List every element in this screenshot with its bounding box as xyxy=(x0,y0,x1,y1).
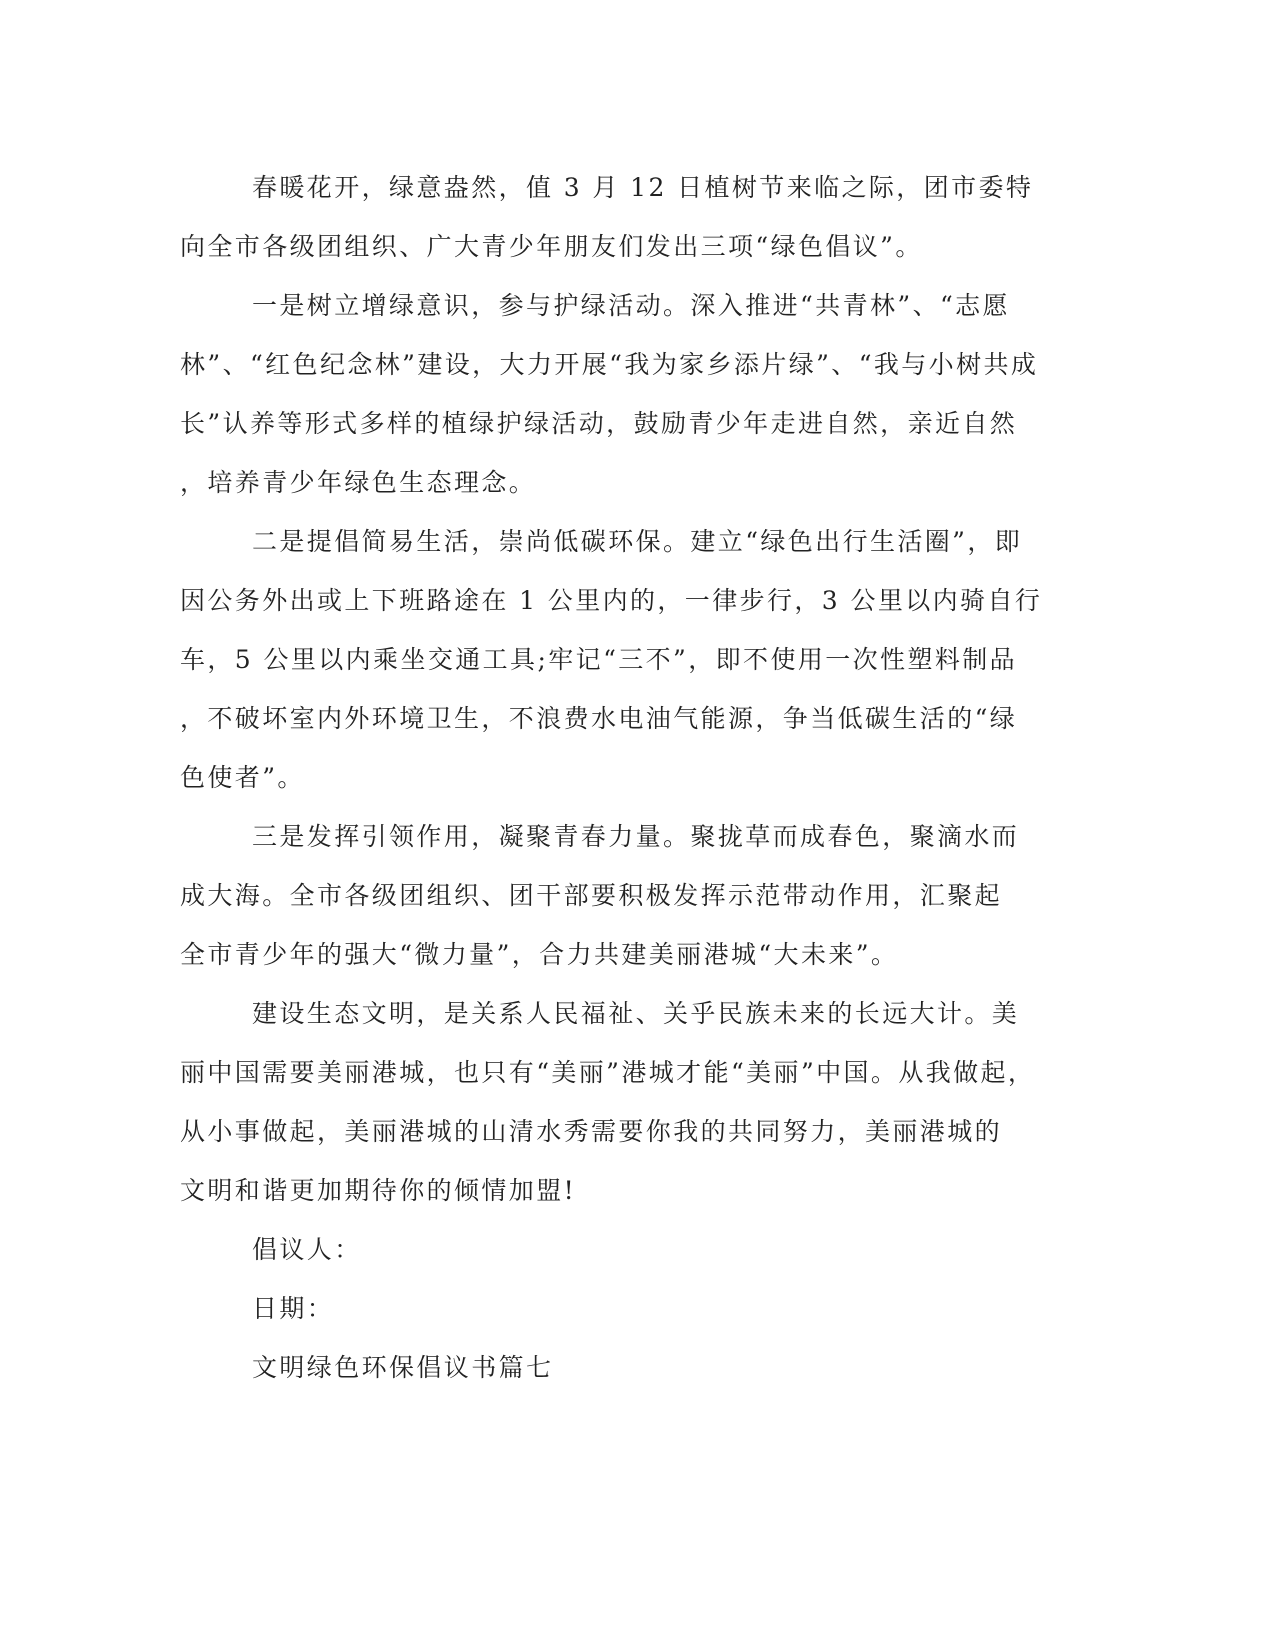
text-line: 建设生态文明，是关系人民福祉、关乎民族未来的长远大计。美 xyxy=(252,999,1020,1028)
document-body xyxy=(180,158,1043,1397)
text-line: 色使者”。 xyxy=(180,763,305,792)
paragraph-conclusion xyxy=(180,984,1036,1220)
text-line: 一是树立增绿意识，参与护绿活动。深入推进“共青林”、“志愿 xyxy=(252,291,1010,320)
paragraph-third-initiative xyxy=(180,807,1030,984)
text-line: 成大海。全市各级团组织、团干部要积极发挥示范带动作用，汇聚起 xyxy=(180,881,1003,910)
text-line: 从小事做起，美丽港城的山清水秀需要你我的共同努力，美丽港城的 xyxy=(180,1117,1003,1146)
paragraph-intro xyxy=(180,158,1034,276)
text-line: ，不破坏室内外环境卫生，不浪费水电油气能源，争当低碳生活的“绿 xyxy=(180,704,1018,733)
text-line: 全市青少年的强大“微力量”，合力共建美丽港城“大未来”。 xyxy=(180,940,899,969)
text-line: 春暖花开，绿意盎然，值 3 月 12 日植树节来临之际，团市委特 xyxy=(252,173,1034,202)
text-line: 文明和谐更加期待你的倾情加盟! xyxy=(180,1176,577,1205)
text-line: 三是发挥引领作用，凝聚青春力量。聚拢草而成春色，聚滴水而 xyxy=(252,822,1020,851)
text-line: 因公务外出或上下班路途在 1 公里内的，一律步行，3 公里以内骑自行 xyxy=(180,586,1043,615)
text-line: 二是提倡简易生活，崇尚低碳环保。建立“绿色出行生活圈”，即 xyxy=(252,527,1023,556)
paragraph-second-initiative xyxy=(180,512,1043,807)
text-line: 倡议人： xyxy=(252,1235,362,1264)
text-line: 车，5 公里以内乘坐交通工具;牢记“三不”，即不使用一次性塑料制品 xyxy=(180,645,1018,674)
date-label xyxy=(180,1279,1030,1338)
text-line: 向全市各级团组织、广大青少年朋友们发出三项“绿色倡议”。 xyxy=(180,232,923,261)
text-line: 林”、“红色纪念林”建设，大力开展“我为家乡添片绿”、“我与小树共成 xyxy=(180,350,1039,379)
text-line: ，培养青少年绿色生态理念。 xyxy=(180,468,537,497)
paragraph-first-initiative xyxy=(180,276,1039,512)
next-section-heading xyxy=(180,1338,1030,1397)
text-line: 丽中国需要美丽港城，也只有“美丽”港城才能“美丽”中国。从我做起， xyxy=(180,1058,1036,1087)
text-line: 日期： xyxy=(252,1294,335,1323)
proposer-label xyxy=(180,1220,1030,1279)
text-line: 文明绿色环保倡议书篇七 xyxy=(252,1353,554,1382)
text-line: 长”认养等形式多样的植绿护绿活动，鼓励青少年走进自然，亲近自然 xyxy=(180,409,1018,438)
